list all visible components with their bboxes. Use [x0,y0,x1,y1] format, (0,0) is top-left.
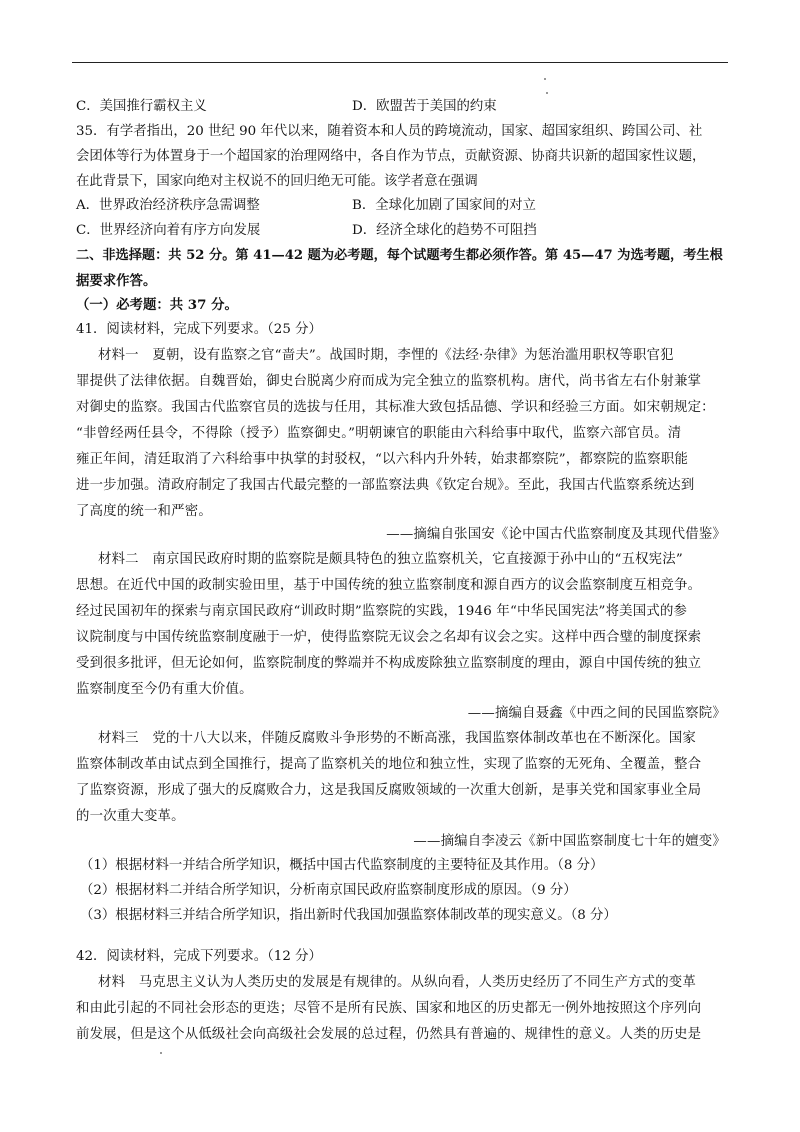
q41-material2-line: 思想。在近代中国的政制实验田里，基于中国传统的独立监察制度和源自西方的议会监察制度互相竞争。 [76,578,702,593]
q41-material3-line: 监察体制改革由试点到全国推行，提高了监察机关的地位和独立性，实现了监察的无死角、全覆盖，整合 [76,757,702,772]
q41-subquestion: （3）根据材料三并结合所学知识，指出新时代我国加强监察体制改革的现实意义。（8 分） [80,908,617,923]
q35-option-a: A．世界政治经济秩序急需调整 [76,198,260,213]
q35-option-c: C．世界经济向着有序方向发展 [76,223,261,238]
q41-material1-line: “非曾经两任县令，不得除（授予）监察御史。”明朝谏官的职能由六科给事中取代，监察六部官员。清 [76,426,682,441]
q34-option-d: D．欧盟苦于美国的约束 [352,99,497,114]
q35-option-b: B．全球化加剧了国家间的对立 [352,198,536,213]
q41-material2-source: ——摘编自聂鑫《中西之间的民国监察院》 [467,706,726,721]
q34-option-c: C．美国推行霸权主义 [76,99,207,114]
q41-material2-line: 受到很多批评，但无论如何，监察院制度的弊端并不构成废除独立监察制度的理由，源自中国传统的独立 [76,656,702,671]
q35-stem-line: 会团体等行为体置身于一个超国家的治理网络中，各自作为节点，贡献资源、协商共识新的超国家性议题， [76,149,706,164]
q41-material1-line: 对御史的监察。我国古代监察官员的选拔与任用，其标准大致包括品德、学识和经验三方面。如宋朝规定： [76,400,715,415]
q41-subquestion: （2）根据材料二并结合所学知识，分析南京国民政府监察制度形成的原因。（9 分） [80,883,577,898]
q41-material1-line: 罪提供了法律依据。自魏晋始，御史台脱离少府而成为完全独立的监察机构。唐代，尚书省左右仆射兼掌 [76,374,702,389]
q41-material3-line: 材料三 党的十八大以来，伴随反腐败斗争形势的不断高涨，我国监察体制改革也在不断深化。国家 [98,731,696,746]
section-heading: 据要求作答。 [76,273,157,289]
q42-title: 42．阅读材料，完成下列要求。（12 分） [76,949,322,964]
q35-stem-line: 35．有学者指出，20 世纪 90 年代以来，随着资本和人员的跨境流动，国家、超国家组织、跨国公司、社 [76,124,703,139]
q41-material1-line: 雍正年间，清廷取消了六科给事中执掌的封驳权，“以六科内升外转，始隶都察院”，都察院的监察职能 [76,452,689,467]
q41-material2-line: 材料二 南京国民政府时期的监察院是颇具特色的独立监察机关，它直接源于孙中山的“五权宪法” [98,552,683,567]
q41-material3-line: 了监察资源，形成了强大的反腐败合力，这是我国反腐败领域的一次重大创新，是事关党和国家事业全局 [76,783,702,798]
q41-material1-source: ——摘编自张国安《论中国古代监察制度及其现代借鉴》 [386,527,726,542]
q41-material1-line: 进一步加强。清政府制定了我国古代最完整的一部监察法典《钦定台规》。至此，我国古代监察系统达到 [76,478,695,493]
sub-heading: （一）必考题：共 37 分。 [76,297,238,313]
q41-material2-line: 监察制度至今仍有重大价值。 [76,682,253,697]
q41-material1-line: 材料一 夏朝，设有监察之官“啬夫”。战国时期，李悝的《法经·杂律》为惩治滥用职权等职官犯 [98,348,674,363]
q42-material-line: 前发展，但是这个从低级社会向高级社会发展的总过程，仍然具有普遍的、规律性的意义。人类的历史是 [76,1027,702,1042]
q35-stem-line: 在此背景下，国家向绝对主权说不的回归绝无可能。该学者意在强调 [76,174,478,189]
scan-speck [544,78,546,80]
q41-material3-line: 的一次重大变革。 [76,809,185,824]
q35-option-d: D．经济全球化的趋势不可阻挡 [352,223,537,238]
q42-material-line: 和由此引起的不同社会形态的更迭；尽管不是所有民族、国家和地区的历史都无一例外地按照这个序列向 [76,1001,702,1016]
q41-material3-source: ——摘编自李凌云《新中国监察制度七十年的嬗变》 [413,834,726,849]
q41-title: 41．阅读材料，完成下列要求。（25 分） [76,322,322,337]
scan-speck [160,1052,162,1054]
q41-material2-line: 经过民国初年的探索与南京国民政府“训政时期”监察院的实践，1946 年“中华民国宪法”将美国式的参 [76,604,688,619]
section-heading: 二、非选择题：共 52 分。第 41—42 题为必考题，每个试题考生都必须作答。第 45—47 为选考题，考生根 [76,248,723,263]
q41-subquestion: （1）根据材料一并结合所学知识，概括中国古代监察制度的主要特征及其作用。（8 分） [80,858,604,873]
q41-material1-line: 了高度的统一和严密。 [76,504,212,519]
q41-material2-line: 议院制度与中国传统监察制度融于一炉，使得监察院无议会之名却有议会之实。这样中西合璧的制度探索 [76,630,702,645]
header-rule [72,62,728,63]
scan-speck [546,92,548,94]
q42-material-line: 材料 马克思主义认为人类历史的发展是有规律的。从纵向看，人类历史经历了不同生产方式的变革 [98,975,696,990]
